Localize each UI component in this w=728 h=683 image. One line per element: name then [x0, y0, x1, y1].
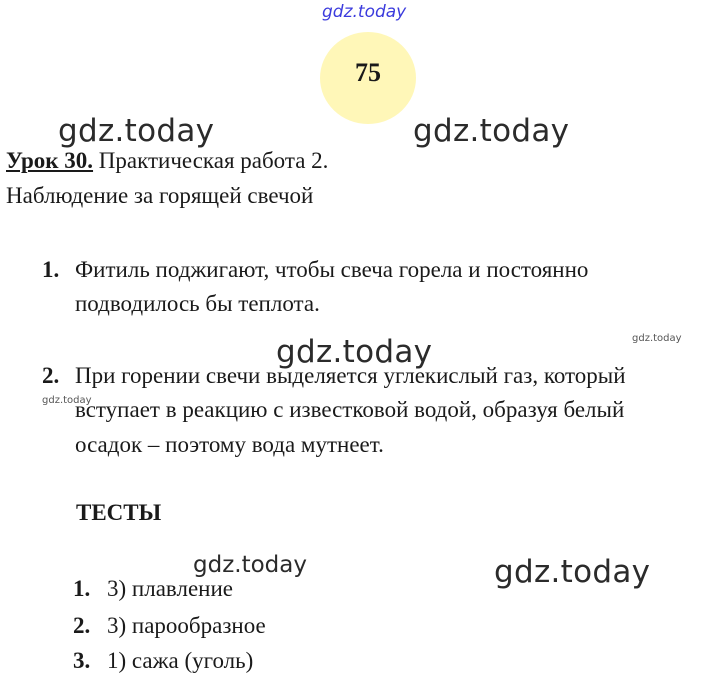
tests-title: ТЕСТЫ	[76, 500, 162, 525]
test-answer: 1) сажа (уголь)	[107, 648, 254, 673]
lesson-title-rest: Практическая работа 2.	[93, 148, 329, 173]
watermark-center: gdz.today	[276, 334, 433, 370]
answer-line: При горении свечи выделяется углекислый газ, который	[75, 363, 626, 388]
watermark-tests-right: gdz.today	[494, 554, 651, 590]
test-answer: 3) плавление	[107, 576, 233, 601]
watermark-small-right: gdz.today	[632, 333, 682, 344]
page-number: 75	[355, 58, 381, 87]
answer-line: осадок – поэтому вода мутнеет.	[75, 432, 384, 457]
answer-line: подводилось бы теплота.	[75, 291, 320, 316]
test-number: 2.	[73, 613, 91, 638]
watermark-tests-left: gdz.today	[193, 552, 307, 578]
watermark-small-left: gdz.today	[42, 395, 92, 406]
answer-line: Фитиль поджигают, чтобы свеча горела и постоянно	[75, 257, 589, 282]
answer-number: 1.	[42, 257, 60, 282]
watermark-top: gdz.today	[322, 2, 407, 22]
lesson-title-bold: Урок 30.	[6, 148, 94, 173]
watermark-right: gdz.today	[413, 113, 570, 149]
watermark-left: gdz.today	[58, 113, 215, 149]
test-answer: 3) парообразное	[107, 613, 266, 638]
answer-line: вступает в реакцию с известковой водой, образуя белый	[75, 397, 625, 422]
answer-number: 2.	[42, 363, 60, 388]
test-number: 3.	[73, 648, 91, 673]
lesson-title	[6, 148, 328, 174]
test-number: 1.	[73, 576, 91, 601]
lesson-subtitle: Наблюдение за горящей свечой	[6, 183, 314, 208]
